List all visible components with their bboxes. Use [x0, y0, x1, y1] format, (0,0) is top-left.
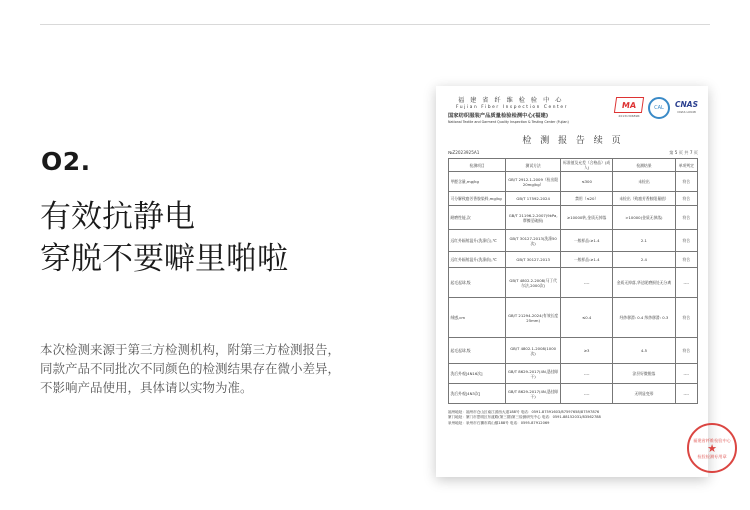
disclaimer-note — [40, 340, 370, 397]
cell-method: GB/T 30127-2013 — [506, 252, 561, 268]
cell-item: 起毛起球,级 — [449, 338, 506, 364]
seal-text-bottom: 检验检测专用章 — [697, 453, 727, 459]
table-row — [449, 298, 698, 338]
cell-judge: 符合 — [675, 192, 697, 206]
cell-method: GB/T 4802.1-2008(1000次) — [506, 338, 561, 364]
cell-item: 洗后外观[4N3次] — [449, 384, 506, 404]
col-header-result: 检测结果 — [613, 159, 675, 172]
cell-result: 无明显变形 — [613, 384, 675, 404]
cell-result: 涂层好微脱落 — [613, 364, 675, 384]
table-row — [449, 172, 698, 192]
col-header-standard: 标准值及允差（合格品）(成人) — [561, 159, 613, 172]
cell-result: 金质无掉落,华达呢磨损处无分离 — [613, 268, 675, 298]
footer-line-3: 泉州地址：泉州市石狮市鸿山镇188号 电话：0595-87912069 — [448, 420, 550, 425]
cell-item: 远红外辐射温升(洗涤后),℃ — [449, 230, 506, 252]
cell-standard: 禁用（≤20） — [561, 192, 613, 206]
title-line-1: 有效抗静电 — [40, 199, 195, 235]
cell-judge: 符合 — [675, 298, 697, 338]
report-footer — [448, 410, 698, 426]
note-line-3: 不影响产品使用，具体请以实物为准。 — [40, 380, 253, 395]
section-number: O2. — [41, 147, 91, 176]
report-number: №Z2023925A1 — [448, 150, 480, 155]
cell-result: 未检出 — [613, 172, 675, 192]
note-line-2: 同款产品不同批次不同颜色的检测结果存在微小差异， — [40, 361, 341, 376]
cell-judge: 符合 — [675, 252, 697, 268]
section-title — [40, 196, 288, 280]
seal-text-top: 福建省纤维检验中心 — [693, 437, 731, 443]
table-row — [449, 230, 698, 252]
cell-method: GB/T 21294-2024(有效长度25mm) — [506, 298, 561, 338]
cell-standard: ---- — [561, 364, 613, 384]
cell-result: 2.1 — [613, 230, 675, 252]
cell-method: GB/T 2912.1-2009（检出限20mg/kg） — [506, 172, 561, 192]
cell-method: GB/T 30127-2013(洗涤50次) — [506, 230, 561, 252]
official-seal-stamp — [687, 423, 737, 473]
star-icon: ★ — [707, 441, 717, 455]
table-row — [449, 268, 698, 298]
report-table — [448, 158, 698, 404]
cell-judge: 符合 — [675, 172, 697, 192]
cma-logo — [615, 97, 643, 119]
cell-item: 耐磨性能,次 — [449, 206, 506, 230]
col-header-item: 检测项目 — [449, 159, 506, 172]
cnas-logo — [675, 97, 698, 119]
title-line-2: 穿脱不要噼里啪啦 — [40, 241, 288, 277]
cell-method: GB/T 8629-2017(4N,悬挂晾干) — [506, 364, 561, 384]
cell-standard: 一般样品:≥1.4 — [561, 230, 613, 252]
cell-result: 4-5 — [613, 338, 675, 364]
cell-result: >10000(金质无掉落) — [613, 206, 675, 230]
cell-judge: ---- — [675, 364, 697, 384]
cell-item: 绒感,cm — [449, 298, 506, 338]
report-meta — [448, 150, 698, 156]
col-header-judge: 单项判定 — [675, 159, 697, 172]
cell-item: 可分解致癌芳香胺染料,mg/kg — [449, 192, 506, 206]
cell-method: GB/T 8629-2017(4N,悬挂晾干) — [506, 384, 561, 404]
table-header-row — [449, 159, 698, 172]
cell-standard: 一般样品:≥1.4 — [561, 252, 613, 268]
cell-standard: ≥10000转,金质无掉落 — [561, 206, 613, 230]
org-center-cn: 国家纺织服装产品质量检验检测中心(福建) — [448, 113, 549, 119]
cell-result: 经纱移滑: 0.4 纬纱移滑: 0.3 — [613, 298, 675, 338]
cell-item: 洗后外观[4N16次] — [449, 364, 506, 384]
cell-standard: ---- — [561, 268, 613, 298]
footer-line-1: 福州地址：福州市仓山区南江滨西大道188号 电话：0591-87591603/87597658/87597876 — [448, 410, 600, 414]
cell-method: GB/T 21196.2-2007(9kPa,摩擦至破损) — [506, 206, 561, 230]
cal-icon: CAL — [648, 97, 670, 119]
cell-method: GB/T 17592-2024 — [506, 192, 561, 206]
certification-logos — [615, 97, 698, 119]
cell-result: 未检出（致癌芳香胺限量值） — [613, 192, 675, 206]
test-report-image — [436, 86, 708, 477]
cell-judge: 符合 — [675, 338, 697, 364]
col-header-method: 测试方法 — [506, 159, 561, 172]
table-row — [449, 206, 698, 230]
cell-judge: ---- — [675, 384, 697, 404]
cell-standard: ---- — [561, 384, 613, 404]
note-line-1: 本次检测来源于第三方检测机构，附第三方检测报告， — [40, 342, 341, 357]
table-row — [449, 192, 698, 206]
cell-item: 起毛起球,级 — [449, 268, 506, 298]
top-divider — [40, 24, 710, 25]
cell-judge: 符合 — [675, 230, 697, 252]
cell-method: GB/T 4802.2-2008(马丁代尔法,2000次) — [506, 268, 561, 298]
page-info: 第 5 页 共 7 页 — [669, 150, 698, 155]
footer-line-2: 厦门地址：厦门市思明区东渡路(第三期)第三检测研究中心 电话：0591-88152031/83562788 — [448, 415, 601, 420]
cell-standard: ≤0.4 — [561, 298, 613, 338]
table-row — [449, 338, 698, 364]
cell-item: 甲醛含量,mg/kg — [449, 172, 506, 192]
cell-standard: ≥3 — [561, 338, 613, 364]
cma-icon: MA — [614, 97, 644, 113]
report-org — [448, 95, 569, 124]
table-row — [449, 252, 698, 268]
table-row — [449, 364, 698, 384]
cma-caption: 2013130689R — [618, 114, 640, 118]
cell-item: 远红外辐射温升(洗涤前),℃ — [449, 252, 506, 268]
cal-logo — [648, 97, 670, 119]
org-center-en: National Textile and Garment Quality Inspection & Testing Center (Fujian) — [448, 120, 569, 124]
report-header — [448, 95, 698, 124]
org-name-en: Fujian Fiber Inspection Center — [456, 105, 568, 110]
cell-judge: 符合 — [675, 206, 697, 230]
cnas-icon: CNAS — [675, 100, 698, 109]
cell-result: 2.4 — [613, 252, 675, 268]
cell-standard: ≤300 — [561, 172, 613, 192]
org-name-cn: 福 建 省 纤 维 检 验 中 心 — [458, 97, 564, 104]
cell-judge: ---- — [675, 268, 697, 298]
cnas-caption: CNAS L0948 — [677, 110, 696, 114]
report-title: 检 测 报 告 续 页 — [522, 136, 624, 146]
table-row — [449, 384, 698, 404]
